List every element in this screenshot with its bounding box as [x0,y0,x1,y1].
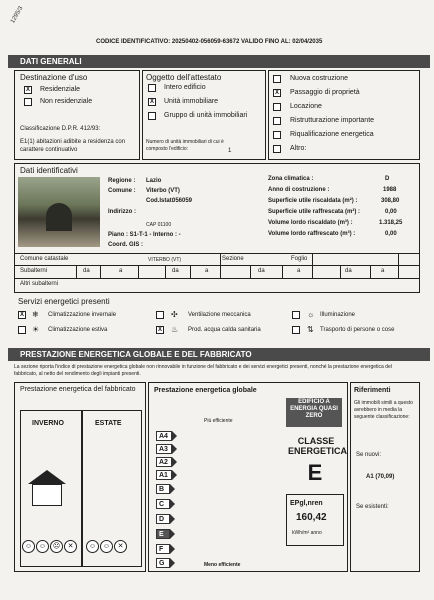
new-label: Se nuovi: [356,452,382,458]
cadastre-col-9 [312,253,313,278]
sub-to-1: a [119,268,123,274]
cadastre-line-3 [14,278,419,279]
hot-water-checkbox[interactable]: X [157,327,162,333]
corner-code: 1295/3 [9,5,25,25]
class-arrow-a2: A2 [156,457,172,467]
sub-to-3: a [297,268,301,274]
gis-label: Coord. GIS : [108,242,143,248]
winter-face-4: ✕ [64,540,77,553]
hot-water-label: Prod. acqua calda sanitaria [188,327,261,333]
services-title: Servizi energetici presenti [18,297,110,306]
region-value: Lazio [146,178,162,184]
municipality-value: VITERBO (VT) [148,257,182,263]
group-checkbox[interactable] [148,112,156,120]
unit-checkbox[interactable]: X [149,99,154,105]
city-value: Viterbo (VT) [146,188,180,194]
unit-label: Unità immobiliare [164,98,219,105]
class-arrow-f: F [156,544,170,554]
building-title: Prestazione energetica del fabbricato [20,386,136,393]
classification-label: Classificazione D.P.R. 412/93: [20,126,101,132]
summer-face-3: ✕ [114,540,127,553]
section-label: Sezione [222,256,244,262]
cadastre-line-2 [14,265,419,266]
cooled-label: Superficie utile raffrescata (m²) : [268,209,361,215]
cadastre-col-3 [138,265,139,278]
photo-arch [46,203,72,231]
ep-value: 160,42 [296,512,327,523]
summer-label: Climatizzazione estiva [48,327,108,333]
more-efficient-label: Più efficiente [204,418,233,424]
units-label: Numero di unità immobiliari di cui è composto l'edificio: [146,139,224,152]
winter-checkbox[interactable]: X [19,312,24,318]
requalification-checkbox[interactable] [273,131,281,139]
city-label: Comune : [108,188,136,194]
other-sub-label: Altri subalterni [20,281,59,287]
cadastre-col-4 [165,265,166,278]
summer-face-2: ☺ [100,540,113,553]
references-title: Riferimenti [354,387,391,394]
lease-checkbox[interactable] [273,103,281,111]
sub-from-2: da [172,268,179,274]
ep-unit: kWh/m² anno [292,530,322,536]
summer-face-1: ☺ [86,540,99,553]
year-value: 1988 [383,187,397,193]
sub-from-3: da [258,268,265,274]
class-arrow-a1: A1 [156,470,172,480]
sub-to-4: a [381,268,385,274]
cadastre-col-7 [250,265,251,278]
vol-cooled-value: 0,00 [385,231,397,237]
house-roof [28,470,66,484]
destination-title: Destinazione d'uso [20,73,88,82]
cadastre-col-8 [282,265,283,278]
class-value: E [307,460,323,485]
cadastre-col-11 [370,265,371,278]
whole-building-label: Intero edificio [164,84,206,91]
renovation-checkbox[interactable] [273,117,281,125]
istat-value: 056059 [172,198,193,204]
header-code: CODICE IDENTIFICATIVO: 20250402-056059-63672 VALIDO FINO AL: 02/04/2035 [96,39,323,45]
summer-icon: ☀ [32,325,40,334]
lighting-checkbox[interactable] [292,311,300,319]
class-arrow-c: C [156,499,170,509]
winter-title: INVERNO [32,420,64,427]
istat-label: Cod.Istat: [146,198,174,204]
climate-value: D [385,176,390,182]
class-arrow-e: E [156,529,170,539]
new-value: A1 (70,09) [366,474,395,480]
winter-icon: ❄ [32,310,39,319]
house-icon [28,470,66,506]
section-performance: PRESTAZIONE ENERGETICA GLOBALE E DEL FABBRICATO [8,348,430,361]
global-title: Prestazione energetica globale [154,387,257,394]
class-arrow-d: D [156,514,170,524]
cap-label: CAP 01100 [146,222,172,228]
municipality-label: Comune catastale [20,256,69,262]
non-residential-label: Non residenziale [40,98,93,105]
climate-label: Zona climatica : [268,176,314,182]
floor-label: Piano : S1-T-1 - Interno : - [108,232,181,238]
sub-from-4: da [345,268,352,274]
residential-label: Residenziale [40,86,81,93]
performance-intro: La sezione riporta l'indice di prestazione energetica globale non rinnovabile in funzione del fabbricato e dei servizi energetici presenti, nonché la prestazione energetica del fabbricato, al netto del rendimento degli impianti presenti. [14,364,392,377]
class-arrow-b: B [156,484,170,494]
sub-label: Subalterni [20,268,48,274]
section-general: DATI GENERALI [8,55,430,68]
year-label: Anno di costruzione : [268,187,330,193]
class-arrow-g: G [156,558,170,568]
transport-label: Trasporto di persone o cose [320,327,395,333]
cadastre-col-5 [190,265,191,278]
hot-water-icon: ♨ [171,325,179,334]
references-text: Gli immobili simili a questo avrebbero in media la seguente classificazione: [354,400,413,420]
cadastre-col-2 [100,265,101,278]
transport-icon: ⇅ [307,325,314,334]
new-construction-checkbox[interactable] [273,75,281,83]
sub-from-1: da [83,268,90,274]
renovation-label: Ristrutturazione importante [290,117,375,124]
less-efficient-label: Meno efficiente [204,562,241,568]
cadastre-line-1 [14,253,419,254]
ident-title: Dati identificativi [20,166,78,175]
heated-label: Superficie utile riscaldata (m²) : [268,198,358,204]
other-checkbox[interactable] [273,145,281,153]
cooled-value: 0,00 [385,209,397,215]
summer-title: ESTATE [95,420,122,427]
transfer-checkbox[interactable]: X [274,90,279,96]
address-label: Indirizzo : [108,209,136,215]
ep-label: EPgl,nren [290,500,323,507]
summer-checkbox[interactable] [18,326,26,334]
cadastre-col-6 [220,253,221,278]
vol-heated-label: Volume lordo riscaldato (m³) : [268,220,353,226]
heated-value: 308,80 [381,198,400,204]
existing-label: Se esistenti: [356,504,389,510]
cadastre-col-1 [76,265,77,278]
house-body [32,484,62,506]
lighting-label: Illuminazione [320,312,356,318]
non-residential-checkbox[interactable] [24,98,32,106]
object-title: Oggetto dell'attestato [146,73,222,82]
transfer-label: Passaggio di proprietà [290,89,360,96]
requalification-label: Riqualificazione energetica [290,131,374,138]
winter-face-3: ☹ [50,540,63,553]
class-arrow-a4: A4 [156,431,172,441]
ventilation-icon: ✣ [171,310,178,319]
ventilation-checkbox[interactable] [156,311,164,319]
units-value: 1 [228,148,232,154]
new-construction-label: Nuova costruzione [290,75,348,82]
winter-face-2: ☺ [36,540,49,553]
winter-label: Climatizzazione invernale [48,312,117,318]
whole-building-checkbox[interactable] [148,84,156,92]
cadastre-col-12 [398,253,399,278]
sheet-label: Foglio [291,256,308,262]
vol-cooled-label: Volume lordo raffrescato (m³) : [268,231,356,237]
ventilation-label: Ventilazione meccanica [188,312,251,318]
region-label: Regione : [108,178,136,184]
category-text: E1(1) abitazioni adibite a residenza con carattere continuativo [20,139,126,153]
building-photo [18,177,100,247]
cadastre-col-10 [340,265,341,278]
vol-heated-value: 1.318,25 [379,220,403,226]
class-arrow-a3: A3 [156,444,172,454]
other-label: Altro: [290,145,307,152]
lighting-icon: ☼ [307,310,315,319]
lease-label: Locazione [290,103,322,110]
residential-checkbox[interactable]: X [25,87,30,93]
class-label: CLASSE ENERGETICA [288,436,348,456]
group-label: Gruppo di unità immobiliari [164,112,248,119]
transport-checkbox[interactable] [292,326,300,334]
winter-face-1: ☺ [22,540,35,553]
nzeb-badge: EDIFICIO A ENERGIA QUASI ZERO [286,398,342,427]
sub-to-2: a [205,268,209,274]
